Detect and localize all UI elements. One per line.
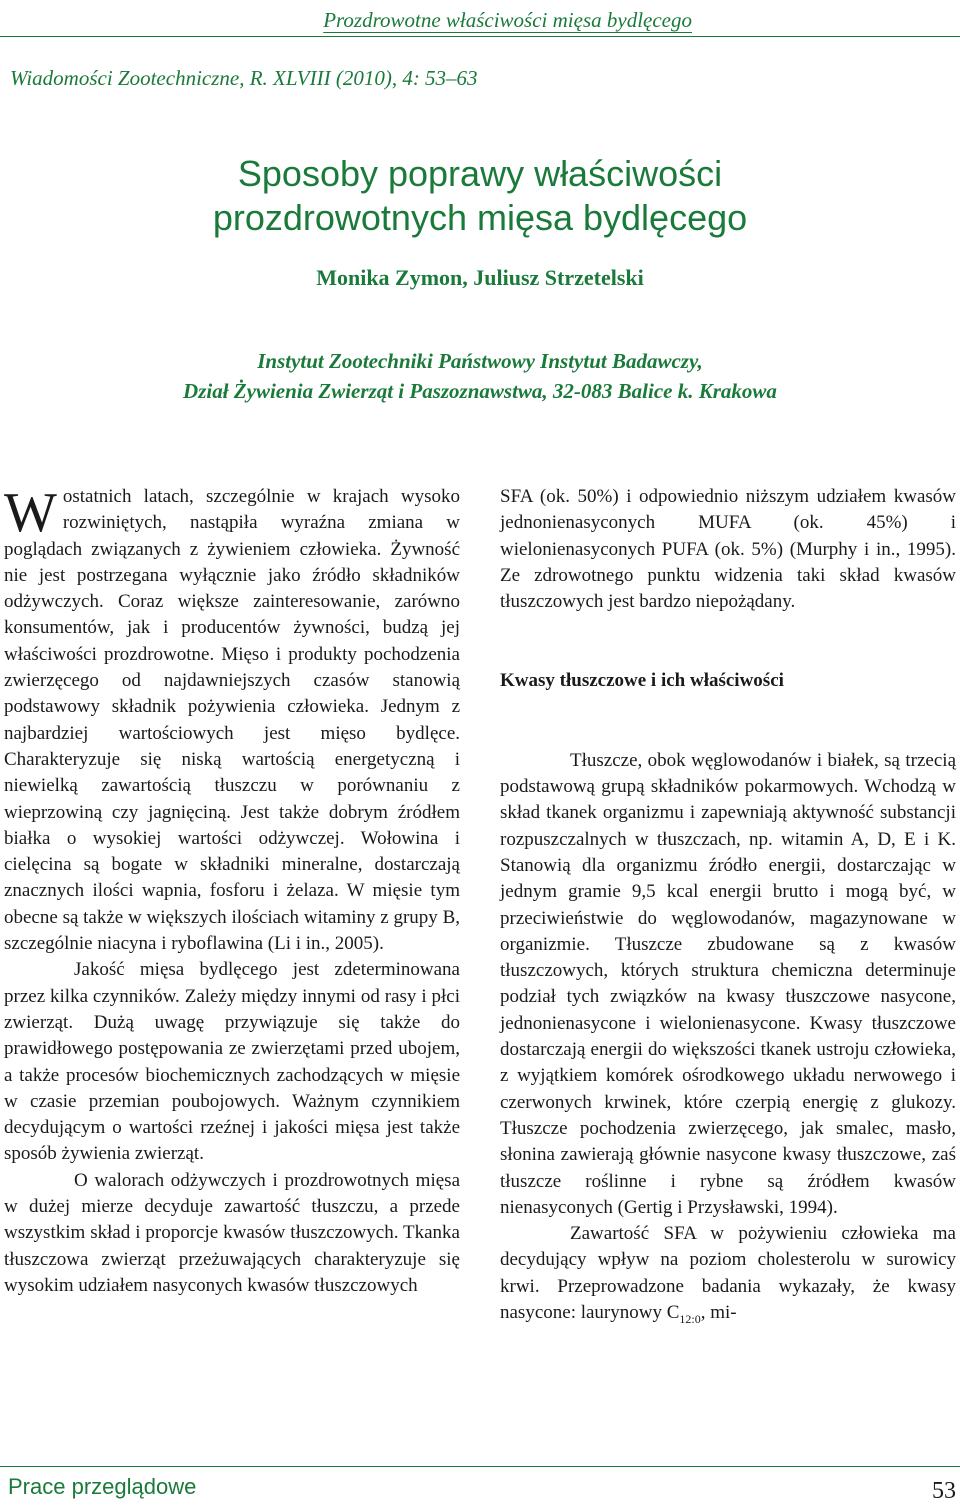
page-number: 53 — [932, 1478, 956, 1504]
body-paragraph: Jakość mięsa bydlęcego jest zdeterminowana przez kilka czynników. Zależy między innymi od rasy i płci zwierząt. Dużą uwagę przywiązuje się także do prawidłowego postępowania ze zwierzętami przed ubojem, a także procesów biochemicznych zachodzących w mięsie w czasie przemian poubojowych. Ważnym czynnikiem decydującym o wartości rzeźnej i jakości mięsa jest także sposób żywienia zwierząt. — [4, 959, 460, 1165]
drop-cap: W — [4, 482, 57, 544]
left-column — [4, 484, 460, 1299]
body-paragraph: Tłuszcze, obok węglowodanów i białek, są trzecią podstawową grupą składników pokarmowych. Wchodzą w skład tkanek organizmu i zapewniają aktywność substancji rozpuszczalnych w tłuszczach, np. witamin A, D, E i K. Stanowią dla organizmu źródło energii, dostarczając w jednym gramie 9,5 kcal energii brutto i mogą być, w przeciwieństwie do węglowodanów, magazynowane w organizmie. Tłuszcze zbudowane są z kwasów tłuszczowych, których struktura chemiczna determinuje podział tych związków na kwasy tłuszczowe nasycone, jednonienasycone i wielonienasycone. Kwasy tłuszczowe dostarczają energii do większości tkanek ustroju człowieka, z wyjątkiem komórek ośrodkowego układu nerwowego i czerwonych krwinek, które czerpią energię z glukozy. Tłuszcze pochodzenia zwierzęcego, jak smalec, masło, słonina zawierają głównie nasycone kwasy tłuszczowe, zaś tłuszcze roślinne i rybne są źródłem kwasów nienasyconych (Gertig i Przysławski, 1994). — [500, 749, 956, 1218]
article-title — [0, 152, 960, 240]
footer-rule — [0, 1466, 960, 1467]
body-paragraph: O walorach odżywczych i prozdrowotnych mięsa w dużej mierze decyduje zawartość tłuszczu, a przede wszystkim skład i proporcje kwasów tłuszczowych. Tkanka tłuszczowa zwierząt przeżuwających charakteryzuje się wysokim udziałem nasyconych kwasów tłuszczowych — [4, 1169, 460, 1296]
affiliation-line-2: Dział Żywienia Zwierząt i Paszoznawstwa, 32-083 Balice k. Krakowa — [183, 379, 777, 403]
body-paragraph: SFA (ok. 50%) i odpowiednio niższym udziałem kwasów jednonienasyconych MUFA (ok. 45%) i wielonienasyconych PUFA (ok. 5%) (Murphy i in., 1995). Ze zdrowotnego punktu widzenia taki skład kwasów tłuszczowych jest bardzo niepożądany. — [500, 486, 956, 613]
subscript: 12:0 — [679, 1311, 701, 1326]
body-paragraph — [500, 1221, 956, 1326]
paragraph-end: , mi- — [700, 1302, 737, 1324]
title-line-1: Sposoby poprawy właściwości — [237, 153, 723, 194]
affiliation-line-1: Instytut Zootechniki Państwowy Instytut Badawczy, — [257, 349, 703, 373]
header-rule — [0, 36, 960, 37]
authors: Monika Zymon, Juliusz Strzetelski — [316, 265, 644, 290]
title-line-2: prozdrowotnych mięsa bydlęcego — [212, 197, 748, 238]
intro-paragraph — [4, 484, 460, 957]
footer-section-label: Prace przeglądowe — [8, 1474, 197, 1499]
journal-citation: Wiadomości Zootechniczne, R. XLVIII (2010), 4: 53–63 — [10, 66, 478, 90]
right-column — [500, 484, 956, 1326]
paragraph-text: Zawartość SFA w pożywieniu człowieka ma decydujący wpływ na poziom cholesterolu w surowicy krwi. Przeprowadzone badania wykazały, że kwasy nasycone: laurynowy C — [500, 1223, 956, 1324]
affiliation — [0, 346, 960, 406]
intro-text: ostatnich latach, szczególnie w krajach wysoko rozwiniętych, nastąpiła wyraźna zmiana w poglądach związanych z żywieniem człowieka. Żywność nie jest postrzegana wyłącznie jako źródło składników odżywczych. Coraz większe zainteresowanie, zarówno konsumentów, jak i producentów żywności, budzą jej właściwości prozdrowotne. Mięso i produkty pochodzenia zwierzęcego od najdawniejszych czasów stanowią podstawowy składnik pożywienia człowieka. Jednym z najbardziej wartościowych jest mięso bydlęce. Charakteryzuje się niską wartością energetyczną i niewielką zawartością tłuszczu w porównaniu z wieprzowiną czy jagnięciną. Jest także dobrym źródłem białka o wysokiej wartości odżywczej. Wołowina i cielęcina są bogate w składniki mineralne, dostarczają znacznych ilości wapnia, fosforu i żelaza. W mięsie tym obecne są także w większych ilościach witaminy z grupy B, szczególnie niacyna i ryboflawina (Li i in., 2005). — [4, 486, 460, 955]
section-heading: Kwasy tłuszczowe i ich właściwości — [500, 670, 784, 692]
running-title: Prozdrowotne właściwości mięsa bydlęcego — [323, 8, 692, 32]
